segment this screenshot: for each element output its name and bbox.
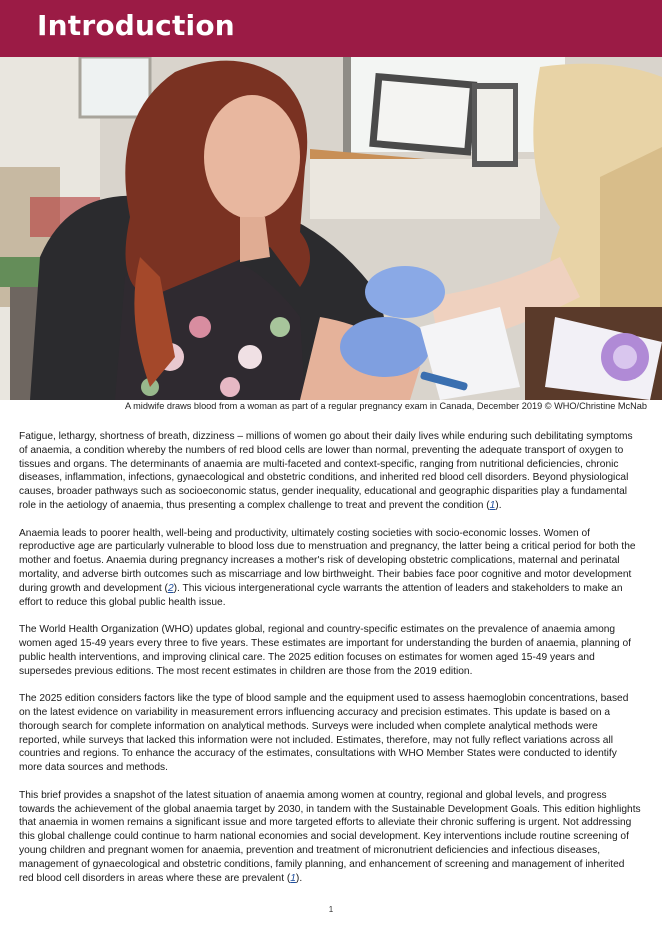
- page-title: Introduction: [37, 9, 235, 42]
- reference-link[interactable]: 1: [489, 499, 496, 511]
- body-text: [19, 430, 641, 899]
- photo-caption: A midwife draws blood from a woman as part of a regular pregnancy exam in Canada, December 2019 © WHO/Christine McNab: [124, 401, 647, 411]
- paragraph-1: Fatigue, lethargy, shortness of breath, dizziness – millions of women go about their daily lives while enduring such debilitating symptoms of anaemia, a condition whereby the numbers of red blood cells are lower than normal, preventing the adequate transport of oxygen to tissues and organs. The determinants of anaemia are multi-faceted and context-specific, ranging from nutritional deficiencies, chronic diseases, inflammation, infections, gynaecological and obstetric conditions, and inherited red blood cell disorders. Beyond physiological causes, broader pathways such as socioeconomic status, gender inequality, educational and geographic disparities play a fundamental role in the aetiology of anaemia, thus presenting a complex challenge to treat and prevent the condition (1).: [19, 431, 633, 511]
- reference-link[interactable]: 2: [167, 582, 174, 594]
- paragraph-3: The World Health Organization (WHO) updates global, regional and country-specific estimates on the prevalence of anaemia among women aged 15-49 years every three to five years. These estimates are important for understanding the burden of anaemia, planning of public health interventions, and improving clinical care. The 2025 edition focuses on estimates for women aged 15-49 years and supersedes previous editions. The most recent estimates in children are those from the 2019 edition.: [19, 624, 631, 677]
- reference-link[interactable]: 1: [290, 872, 296, 884]
- paragraph-2: Anaemia leads to poorer health, well-being and productivity, ultimately costing societies with socio-economic losses. Women of reproductive age are particularly vulnerable to blood loss due to menstruation and pregnancy, the latter being a critical period for both the mother and foetus. Anaemia during pregnancy increases a mother's risk of developing obstetric complications, maternal and perinatal mortality, and adverse birth outcomes such as miscarriage and low birthweight. Their babies face poor cognitive and motor development during growth and development (2). This vicious intergenerational cycle warrants the attention of leaders and stakeholders to make an effort to reduce this global public health issue.: [19, 527, 636, 608]
- paragraph-5: This brief provides a snapshot of the latest situation of anaemia among women at country, regional and global levels, and progress towards the achievement of the global anaemia target by 2030, in tandem with the Sustainable Development Goals. This edition highlights that anaemia in women remains a significant issue and more targeted efforts to alleviate their chronic suffering is urgent. Not addressing this global challenge could continue to harm national economies and social development. Key interventions include routine screening of young children and pregnant women for anaemia, prevention and treatment of micronutrient deficiencies and infectious diseases, management of gynaecological and obstetric conditions, family planning, and enhancement of screening and management of inherited red blood cell disorders in areas where these are prevalent (1).: [19, 789, 641, 884]
- hero-photo: [0, 57, 662, 400]
- page-number: 1: [328, 905, 334, 914]
- header-banner: [0, 0, 662, 57]
- paragraph-4: The 2025 edition considers factors like the type of blood sample and the equipment used to assess haemoglobin concentrations, based on the latest evidence on variability in measurement errors influencing accuracy and precision estimates. This update is based on a thorough search for complete information on analytical methods. Surveys were included when complete analytical methods were reported, while surveys that lacked this information were not included. Estimates, therefore, may not fully reflect variations across all countries and regions. To enhance the accuracy of the estimates, consultations with WHO Member States were conducted to identify more data sources and methods.: [19, 693, 629, 774]
